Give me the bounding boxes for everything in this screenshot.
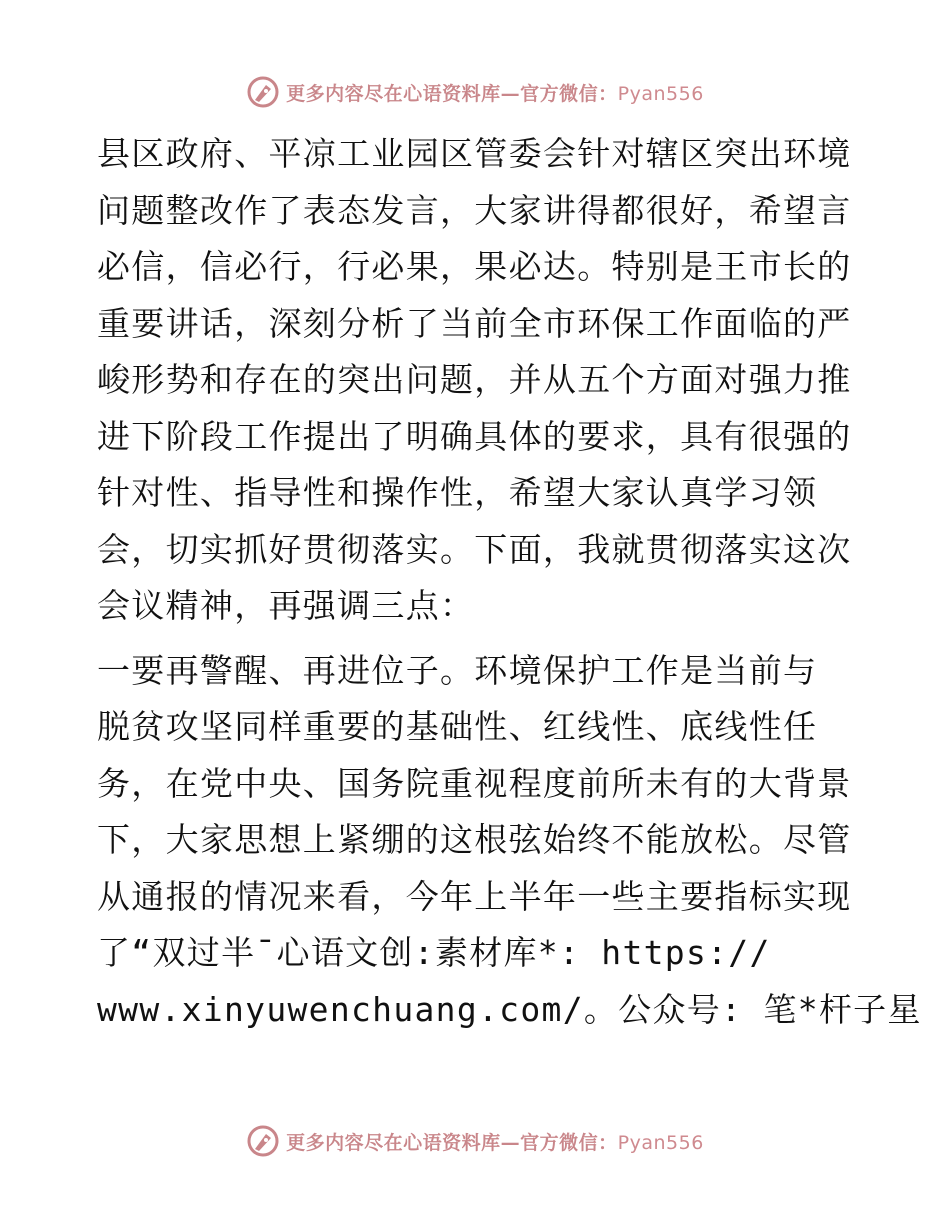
watermark-text: 更多内容尽在心语资料库—官方微信：Pyan556	[286, 1131, 704, 1154]
watermark-wechat: Pyan556	[617, 1131, 704, 1154]
text-line: 务，在党中央、国务院重视程度前所未有的大背景	[97, 763, 852, 803]
text-line: 县区政府、平凉工业园区管委会针对辖区突出环境	[97, 134, 852, 173]
text-line: 峻形势和存在的突出问题，并从五个方面对强力推	[97, 360, 852, 399]
text-line: 针对性、指导性和操作性，希望大家认真学习领	[97, 473, 818, 512]
watermark-wechat: Pyan556	[617, 82, 704, 105]
text-line: 问题整改作了表态发言，大家讲得都很好，希望言	[97, 190, 852, 230]
text-line: 进下阶段工作提出了明确具体的要求，具有很强的	[97, 416, 852, 456]
text-line: 重要讲话，深刻分析了当前全市环保工作面临的严	[97, 303, 852, 343]
text-line: 从通报的情况来看，今年上半年一些主要指标实现	[97, 876, 852, 916]
text-line: 脱贫攻坚同样重要的基础性、红线性、底线性任	[97, 707, 818, 746]
document-body	[97, 126, 922, 1038]
text-line: 会议精神，再强调三点：	[97, 586, 475, 625]
text-line: 会，切实抓好贯彻落实。下面，我就贯彻落实这次	[97, 529, 852, 569]
header-watermark	[0, 72, 950, 112]
text-line: 了“双过半¯心语文创:素材库*: https://	[97, 933, 771, 972]
paragraph-1	[97, 126, 857, 635]
text-line: 必信，信必行，行必果，果必达。特别是王市长的	[97, 247, 852, 286]
paragraph-2	[97, 643, 922, 1039]
watermark-text: 更多内容尽在心语资料库—官方微信：Pyan556	[286, 82, 704, 105]
text-line: www.xinyuwenchuang.com/。公众号: 笔*杆子星	[97, 989, 922, 1029]
pen-nib-circle-icon	[246, 1124, 280, 1158]
text-line: 下，大家思想上紧绷的这根弦始终不能放松。尽管	[97, 820, 852, 859]
text-line: 一要再警醒、再进位子。环境保护工作是当前与	[97, 650, 818, 690]
pen-nib-circle-icon	[246, 75, 280, 109]
footer-watermark	[0, 1121, 950, 1161]
